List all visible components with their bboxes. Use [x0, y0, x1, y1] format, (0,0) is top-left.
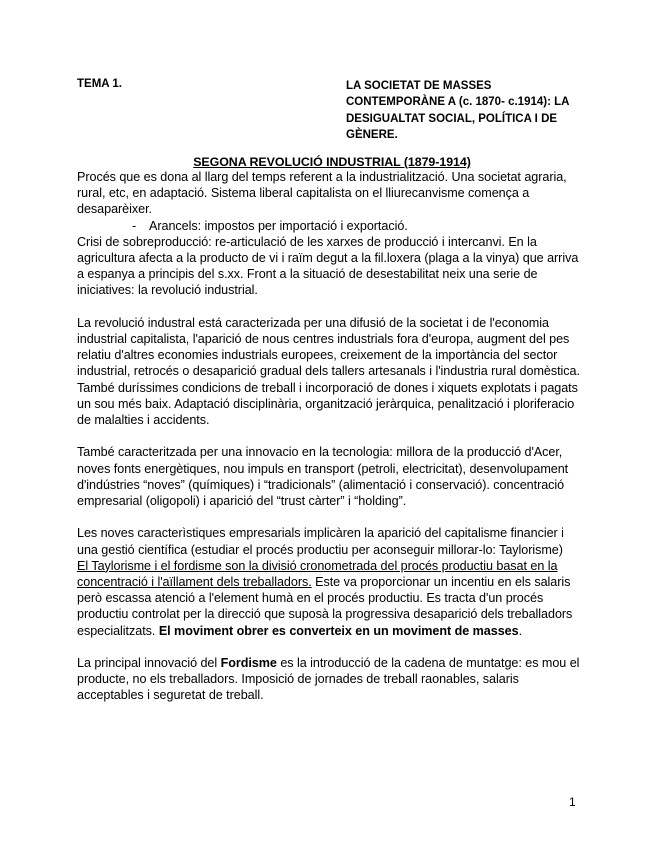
taylorism-bold: El moviment obrer es converteix en un moviment de masses: [158, 623, 519, 638]
paragraph-crisis: Crisi de sobreproducció: re-articulació de les xarxes de producció i intercanvi. En la agricultura afecta a la producto de vi i raïm degut a la fil.loxera (plaga a la vinya) que arriva a espanya a principis del s.xx. Front a la situació de desestabilitat neix una serie de iniciatives: la revolució industrial.: [77, 234, 579, 298]
paragraph-taylorism: [77, 558, 587, 639]
fordism-rest: es la introducció de la cadena de muntatge: es mou el producte, no els treballadors. Imposició de jornades de treball raonables, salaris acceptables i seguretat de treball.: [77, 656, 580, 703]
bullet-item: [77, 218, 587, 234]
bullet-dash: -: [132, 218, 137, 233]
paragraph-capitalism: Les noves caracterìstiques empresarials implicàren la aparició del capitalisme financier i una gestió científica (estudiar el procés productiu per aconseguir millorar-lo: Taylorisme): [77, 526, 564, 557]
fordism-start: La principal innovació del: [77, 656, 221, 671]
section-title: SEGONA REVOLUCIÓ INDUSTRIAL (1879-1914): [193, 155, 471, 169]
bullet-text: Arancels: impostos per importació i exportació.: [149, 218, 408, 233]
paragraph-technology: També caracteritzada per una innovacio en la tecnologia: millora de la producció d'Acer, noves fonts energètiques, nou impuls en transport (petroli, electricitat), desenvolupament d'indústries “noves” (químiques) i “tradicionals” (alimentació i conservació). concentració empresarial (oligopoli) i aparició del “trust càrter” i “holding”.: [77, 445, 569, 509]
paragraph-revolution: La revolució industral está caracterizada per una difusió de la societat i de l'economia industrial capitalista, l'aparició de nous centres industrials fora d'europa, augment del pes relatiu d'altres economies industrials europees, creixement de la importància del sector industrial, retrocés o desaparició gradual dels tallers artesanals i l'industria rural domèstica. També duríssimes condicions de treball i incorporació de dones i xiquets explotats i pagats un sou més baix. Adaptació disciplinària, organització jeràrquica, penalització i ploriferacio de malalties i accidents.: [77, 315, 580, 428]
paragraph-intro: Procés que es dona al llarg del temps referent a la industrialització. Una societat agraria, rural, etc, en adaptació. Sistema liberal capitalista on el lliurecanvisme comença a desaparèixer.: [77, 170, 567, 217]
taylorism-text: Este va proporcionar un incentiu en els salaris però escassa atenció a l'element humà en el procés productiu. Es tracta d'un procés productiu controlat per la direcció que suposà la progressiva desaparició dels treballadors especialitzats.: [77, 575, 573, 638]
fordism-bold: Fordisme: [220, 656, 277, 671]
taylorism-underlined: El Taylorisme i el fordisme son la divisió cronometrada del procés productiu basat en la concentració i l'aïllament dels treballadors.: [77, 558, 558, 590]
topic-label: TEMA 1.: [77, 78, 122, 90]
taylorism-end: .: [518, 623, 523, 638]
page-number: 1: [569, 795, 576, 809]
document-heading: LA SOCIETAT DE MASSES CONTEMPORÀNE A (c. 1870- c.1914): LA DESIGUALTAT SOCIAL, POLÍTICA I DE GÈNERE.: [346, 80, 570, 141]
document-body: [77, 155, 587, 704]
paragraph-fordism: [77, 655, 587, 704]
